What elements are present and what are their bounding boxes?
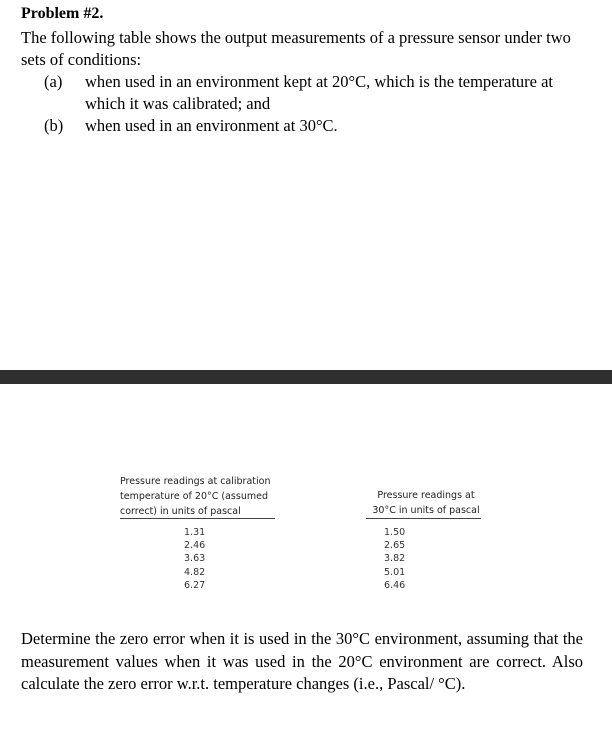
problem-intro: The following table shows the output measurements of a pressure sensor under two sets of conditions: xyxy=(21,28,571,69)
header-rule-1 xyxy=(120,518,275,519)
readings-20c-column xyxy=(184,526,205,592)
readings-30c-column xyxy=(384,526,405,592)
table-cell: 6.46 xyxy=(384,579,406,591)
table-cell: 3.82 xyxy=(384,553,406,565)
question-text: Determine the zero error when it is used in the 30°C environment, assuming that the measurement values when it was used in the 20°C environment are correct. Also calculate the zero error w.r.t. temperature changes (i.e., Pascal/ °C). xyxy=(21,629,583,693)
table-cell: 6.27 xyxy=(184,579,206,591)
problem-title: Problem #2. xyxy=(21,5,104,22)
divider-bar xyxy=(0,370,612,384)
table-cell: 3.63 xyxy=(184,553,206,565)
table-header-30c: Pressure readings at 30°C in units of pascal xyxy=(372,490,480,516)
table-cell: 4.82 xyxy=(184,566,206,578)
table-cell: 5.01 xyxy=(384,566,406,578)
condition-b-label: (b) xyxy=(44,116,64,135)
table-cell: 1.31 xyxy=(184,527,206,538)
condition-a-text: when used in an environment kept at 20°C, which is the temperature at which it was calibrated; and xyxy=(85,72,554,113)
table-cell: 2.65 xyxy=(384,540,406,552)
table-cell: 2.46 xyxy=(184,540,206,552)
condition-a-label: (a) xyxy=(44,72,63,91)
condition-b-text: when used in an environment at 30°C. xyxy=(85,116,338,135)
header-rule-2 xyxy=(366,518,481,519)
table-header-20c: Pressure readings at calibration temperature of 20°C (assumed correct) in units of pascal xyxy=(120,476,271,517)
table-cell: 1.50 xyxy=(384,527,406,538)
